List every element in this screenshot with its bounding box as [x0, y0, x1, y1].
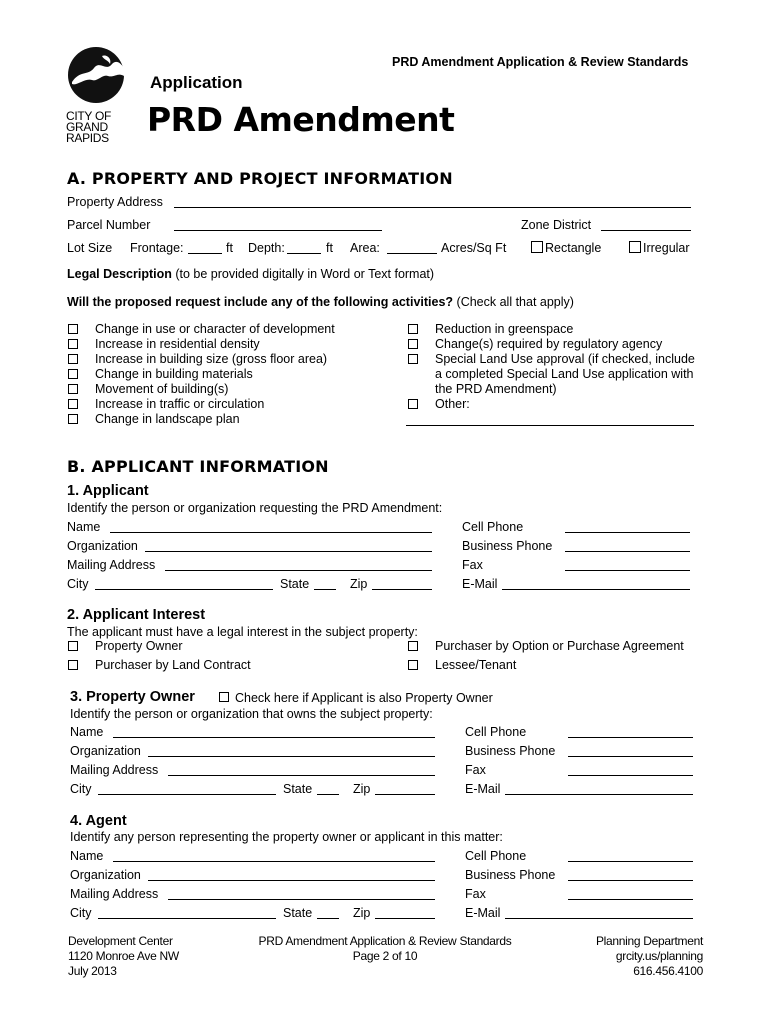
owner-same-checkbox[interactable]	[219, 692, 229, 702]
agent-org-label: Organization	[70, 868, 141, 882]
purchaser-land-label: Purchaser by Land Contract	[95, 658, 251, 672]
property-owner-label: Property Owner	[95, 639, 183, 653]
activity-label-4: Change in building materials	[95, 367, 253, 381]
property-owner-checkbox[interactable]	[68, 641, 78, 651]
agent-state-label: State	[283, 906, 313, 920]
owner-business-label: Business Phone	[465, 744, 556, 758]
rectangle-checkbox[interactable]	[531, 241, 543, 253]
running-title: PRD Amendment Application & Review Standards	[392, 55, 689, 69]
activity-checkbox-10[interactable]	[408, 354, 418, 364]
activities-question	[67, 295, 574, 310]
activity-checkbox-1[interactable]	[68, 324, 78, 334]
frontage-label: Frontage:	[130, 241, 184, 255]
applicant-business-field[interactable]	[565, 551, 690, 552]
interest-title: 2. Applicant Interest	[67, 607, 206, 623]
legal-description	[67, 267, 434, 282]
activity-label-10a: Special Land Use approval (if checked, include	[435, 352, 695, 366]
irregular-label: Irregular	[643, 241, 690, 255]
footer-left-line-1: Development Center	[68, 934, 173, 948]
agent-business-label: Business Phone	[465, 868, 556, 882]
property-address-label: Property Address	[67, 195, 163, 209]
activity-checkbox-5[interactable]	[68, 384, 78, 394]
owner-mailing-label: Mailing Address	[70, 763, 159, 777]
activity-checkbox-7[interactable]	[68, 414, 78, 424]
activity-label-10b: a completed Special Land Use application with	[435, 367, 694, 381]
owner-fax-label: Fax	[465, 763, 486, 777]
owner-same-label: Check here if Applicant is also Property Owner	[235, 691, 493, 705]
owner-zip-field[interactable]	[375, 794, 435, 795]
activity-label-10c: the PRD Amendment)	[435, 382, 557, 396]
agent-email-label: E-Mail	[465, 906, 501, 920]
kicker: Application	[150, 73, 243, 92]
applicant-cell-label: Cell Phone	[462, 520, 524, 534]
activity-checkbox-other[interactable]	[408, 399, 418, 409]
lot-size-label: Lot Size	[67, 241, 113, 255]
agent-fax-field[interactable]	[568, 899, 693, 900]
activity-label-2: Increase in residential density	[95, 337, 260, 351]
agent-fax-label: Fax	[465, 887, 486, 901]
owner-mailing-field[interactable]	[168, 775, 435, 776]
owner-email-field[interactable]	[505, 794, 693, 795]
owner-state-field[interactable]	[317, 794, 339, 795]
purchaser-option-label: Purchaser by Option or Purchase Agreement	[435, 639, 684, 653]
applicant-title: 1. Applicant	[67, 483, 149, 499]
applicant-city-field[interactable]	[95, 589, 273, 590]
applicant-fax-field[interactable]	[565, 570, 690, 571]
applicant-zip-field[interactable]	[372, 589, 432, 590]
other-field[interactable]	[406, 425, 694, 426]
logo-text-1: CITY OF	[66, 109, 112, 123]
owner-city-field[interactable]	[98, 794, 276, 795]
section-b-heading: B. APPLICANT INFORMATION	[67, 457, 329, 476]
rectangle-label: Rectangle	[545, 241, 602, 255]
owner-title: 3. Property Owner	[70, 689, 195, 705]
area-field[interactable]	[387, 253, 437, 254]
owner-cell-label: Cell Phone	[465, 725, 527, 739]
activity-label-1: Change in use or character of development	[95, 322, 335, 336]
agent-zip-label: Zip	[353, 906, 371, 920]
agent-zip-field[interactable]	[375, 918, 435, 919]
applicant-state-field[interactable]	[314, 589, 336, 590]
agent-org-field[interactable]	[148, 880, 435, 881]
applicant-desc: Identify the person or organization requesting the PRD Amendment:	[67, 501, 443, 515]
logo-text-3: RAPIDS	[66, 131, 109, 145]
applicant-org-field[interactable]	[145, 551, 432, 552]
activity-checkbox-2[interactable]	[68, 339, 78, 349]
applicant-business-label: Business Phone	[462, 539, 553, 553]
lessee-label: Lessee/Tenant	[435, 658, 517, 672]
activity-checkbox-8[interactable]	[408, 324, 418, 334]
logo-text-2: GRAND	[66, 120, 108, 134]
applicant-city-label: City	[67, 577, 89, 591]
footer-left-line-3: July 2013	[68, 964, 117, 978]
depth-field[interactable]	[287, 253, 321, 254]
city-logo	[66, 46, 128, 145]
applicant-org-label: Organization	[67, 539, 138, 553]
applicant-mailing-label: Mailing Address	[67, 558, 156, 572]
footer-left-line-2: 1120 Monroe Ave NW	[68, 949, 179, 963]
owner-org-label: Organization	[70, 744, 141, 758]
footer-center	[230, 934, 540, 964]
footer-center-line-1: PRD Amendment Application & Review Standards	[258, 934, 512, 948]
frontage-field[interactable]	[188, 253, 222, 254]
agent-state-field[interactable]	[317, 918, 339, 919]
footer-right-line-2: grcity.us/planning	[615, 949, 703, 963]
activity-checkbox-3[interactable]	[68, 354, 78, 364]
owner-email-label: E-Mail	[465, 782, 501, 796]
activity-label-other: Other:	[435, 397, 470, 411]
owner-cell-field[interactable]	[568, 737, 693, 738]
activity-label-7: Change in landscape plan	[95, 412, 240, 426]
agent-mailing-field[interactable]	[168, 899, 435, 900]
owner-name-label: Name	[70, 725, 104, 739]
section-a-heading: A. PROPERTY AND PROJECT INFORMATION	[67, 169, 453, 188]
applicant-zip-label: Zip	[350, 577, 368, 591]
agent-mailing-label: Mailing Address	[70, 887, 159, 901]
applicant-name-field[interactable]	[110, 532, 432, 533]
purchaser-land-checkbox[interactable]	[68, 660, 78, 670]
owner-business-field[interactable]	[568, 756, 693, 757]
activity-label-6: Increase in traffic or circulation	[95, 397, 265, 411]
applicant-fax-label: Fax	[462, 558, 483, 572]
zone-district-field[interactable]	[601, 230, 691, 231]
ft-label-1: ft	[226, 241, 233, 255]
footer-right-line-3: 616.456.4100	[633, 964, 703, 978]
footer-right-line-1: Planning Department	[595, 934, 703, 948]
owner-fax-field[interactable]	[568, 775, 693, 776]
footer-left	[68, 934, 179, 979]
purchaser-option-checkbox[interactable]	[408, 641, 418, 651]
applicant-mailing-field[interactable]	[165, 570, 432, 571]
activity-label-9: Change(s) required by regulatory agency	[435, 337, 663, 351]
applicant-name-label: Name	[67, 520, 101, 534]
lessee-checkbox[interactable]	[408, 660, 418, 670]
owner-state-label: State	[283, 782, 313, 796]
applicant-cell-field[interactable]	[565, 532, 690, 533]
legal-description-label: Legal Description	[67, 267, 172, 281]
depth-label: Depth:	[248, 241, 285, 255]
agent-email-field[interactable]	[505, 918, 693, 919]
agent-desc: Identify any person representing the property owner or applicant in this matter:	[70, 830, 503, 844]
irregular-checkbox[interactable]	[629, 241, 641, 253]
activity-label-5: Movement of building(s)	[95, 382, 229, 396]
activity-checkbox-9[interactable]	[408, 339, 418, 349]
agent-cell-field[interactable]	[568, 861, 693, 862]
agent-cell-label: Cell Phone	[465, 849, 527, 863]
activity-label-8: Reduction in greenspace	[435, 322, 574, 336]
parcel-number-field[interactable]	[174, 230, 382, 231]
agent-title: 4. Agent	[70, 813, 127, 829]
applicant-email-field[interactable]	[502, 589, 690, 590]
agent-name-label: Name	[70, 849, 104, 863]
acres-label: Acres/Sq Ft	[441, 241, 507, 255]
agent-business-field[interactable]	[568, 880, 693, 881]
interest-desc: The applicant must have a legal interest in the subject property:	[67, 625, 418, 639]
property-address-field[interactable]	[174, 207, 691, 208]
owner-name-field[interactable]	[113, 737, 435, 738]
applicant-state-label: State	[280, 577, 310, 591]
parcel-number-label: Parcel Number	[67, 218, 151, 232]
legal-description-note: (to be provided digitally in Word or Text format)	[175, 267, 435, 281]
applicant-email-label: E-Mail	[462, 577, 498, 591]
owner-desc: Identify the person or organization that owns the subject property:	[70, 707, 433, 721]
activities-question-note: (Check all that apply)	[456, 295, 574, 309]
city-logo-icon	[66, 46, 128, 106]
zone-district-label: Zone District	[521, 218, 592, 232]
owner-city-label: City	[70, 782, 92, 796]
agent-city-field[interactable]	[98, 918, 276, 919]
owner-org-field[interactable]	[148, 756, 435, 757]
footer-center-line-2: Page 2 of 10	[352, 949, 418, 963]
page-title: PRD Amendment	[147, 100, 455, 139]
agent-city-label: City	[70, 906, 92, 920]
activity-checkbox-4[interactable]	[68, 369, 78, 379]
activity-checkbox-6[interactable]	[68, 399, 78, 409]
agent-name-field[interactable]	[113, 861, 435, 862]
ft-label-2: ft	[326, 241, 333, 255]
area-label: Area:	[350, 241, 380, 255]
activity-label-3: Increase in building size (gross floor area)	[95, 352, 328, 366]
owner-zip-label: Zip	[353, 782, 371, 796]
activities-question-label: Will the proposed request include any of the following activities?	[67, 295, 454, 309]
footer-right	[596, 934, 703, 979]
